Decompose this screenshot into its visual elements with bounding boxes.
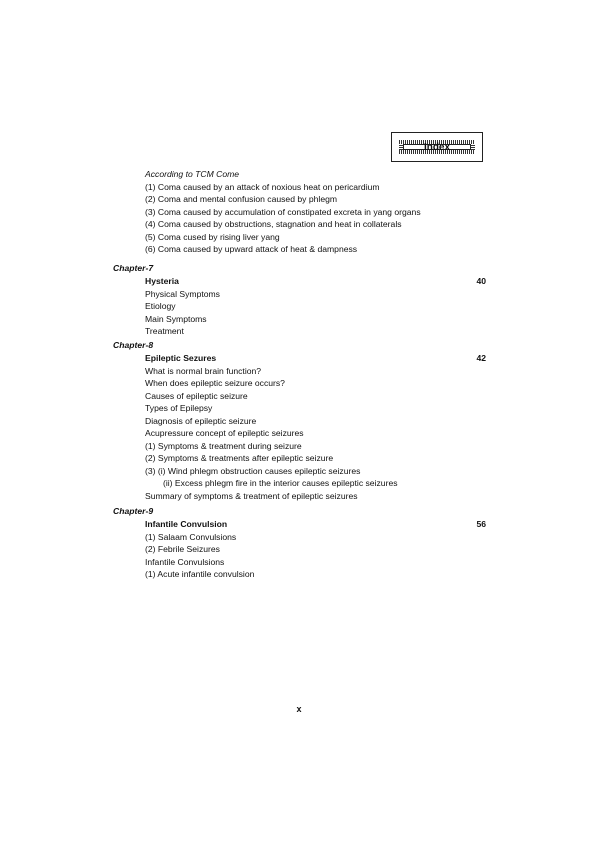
chapter-item: Treatment (145, 326, 184, 336)
chapter-label: Chapter-8 (113, 340, 154, 350)
chapter-item: (1) Symptoms & treatment during seizure (145, 441, 302, 451)
intro-heading: According to TCM Come (145, 169, 240, 179)
chapter-page-number: 56 (476, 519, 486, 529)
chapter-item: Causes of epileptic seizure (145, 391, 248, 401)
chapter-item: (2) Febrile Seizures (145, 544, 220, 554)
intro-item: (2) Coma and mental confusion caused by phlegm (145, 194, 338, 204)
chapter-item: (1) Salaam Convulsions (145, 532, 237, 542)
chapter-title: Epileptic Sezures (145, 353, 217, 363)
chapter-item: Physical Symptoms (145, 289, 220, 299)
chapter-item: Main Symptoms (145, 314, 207, 324)
chapter-item: Etiology (145, 301, 176, 311)
chapter-label: Chapter-9 (113, 506, 154, 516)
page-marker: x (296, 704, 302, 714)
chapter-item: Infantile Convulsions (145, 557, 225, 567)
chapter-item: (1) Acute infantile convulsion (145, 569, 255, 579)
chapter-item: (3) (i) Wind phlegm obstruction causes epileptic seizures (145, 466, 361, 476)
chapter-title: Hysteria (145, 276, 179, 286)
chapter-item: Acupressure concept of epileptic seizures (145, 428, 304, 438)
intro-item: (6) Coma caused by upward attack of heat & dampness (145, 244, 358, 254)
intro-item: (3) Coma caused by accumulation of constipated excreta in yang organs (145, 207, 421, 217)
chapter-page-number: 40 (476, 276, 486, 286)
chapter-page-number: 42 (476, 353, 486, 363)
chapter-item: (ii) Excess phlegm fire in the interior causes epileptic seizures (163, 478, 398, 488)
chapter-item: Diagnosis of epileptic seizure (145, 416, 257, 426)
chapter-item: Types of Epilepsy (145, 403, 213, 413)
chapter-item: Summary of symptoms & treatment of epileptic seizures (145, 491, 358, 501)
intro-item: (1) Coma caused by an attack of noxious heat on pericardium (145, 182, 380, 192)
index-title: Index (423, 141, 451, 153)
chapter-label: Chapter-7 (113, 263, 154, 273)
chapter-title: Infantile Convulsion (145, 519, 228, 529)
intro-item: (5) Coma cused by rising liver yang (145, 232, 280, 242)
chapter-item: (2) Symptoms & treatments after epileptic seizure (145, 453, 334, 463)
chapter-item: What is normal brain function? (145, 366, 262, 376)
index-header-box (391, 132, 483, 162)
intro-item: (4) Coma caused by obstructions, stagnation and heat in collaterals (145, 219, 402, 229)
chapter-item: When does epileptic seizure occurs? (145, 378, 285, 388)
